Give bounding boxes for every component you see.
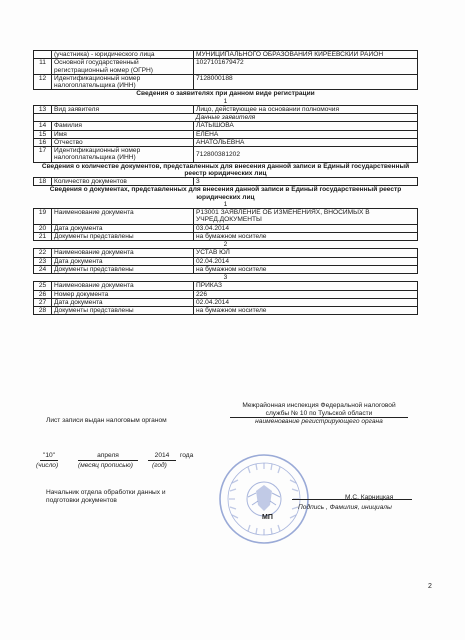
table-row: [34, 147, 418, 163]
row-number: 23: [34, 257, 52, 265]
table-row: [34, 298, 418, 306]
row-label: Документы представлены: [52, 232, 194, 240]
date-year-suffix: года: [180, 452, 194, 459]
row-label: Дата документа: [52, 298, 194, 306]
row-value: Р13001 ЗАЯВЛЕНИЕ ОБ ИЗМЕНЕНИЯХ, ВНОСИМЫХ В УЧРЕД.ДОКУМЕНТЫ: [194, 209, 418, 225]
row-value: 1027101679472: [194, 59, 418, 75]
table-row: [34, 290, 418, 298]
section-number: 2: [223, 241, 228, 248]
row-label: Дата документа: [52, 257, 194, 265]
row-value: на бумажном носителе: [194, 265, 418, 273]
row-number: 27: [34, 298, 52, 306]
year-caption: (год): [152, 462, 167, 469]
row-number: 26: [34, 290, 52, 298]
row-label: Вид заявителя: [52, 105, 194, 113]
row-number: 18: [34, 178, 52, 186]
signature-line: [292, 499, 412, 500]
date-year: 2014: [148, 452, 176, 461]
row-number: 11: [34, 59, 52, 75]
section-title: Сведения о документах, представленных для внесения данной записи в Единый государственный реестр юридических лиц: [49, 186, 402, 201]
row-value: 02.04.2014: [194, 298, 418, 306]
row-value: Лицо, действующее на основании полномочия: [194, 105, 418, 113]
row-number: 25: [34, 282, 52, 290]
row-value: ПРИКАЗ: [194, 282, 418, 290]
table-row: [34, 224, 418, 232]
row-number: 14: [34, 122, 52, 130]
issued-by-label: Лист записи выдан налоговым органом: [46, 417, 167, 424]
row-number: 22: [34, 249, 52, 257]
page-number: 2: [428, 583, 432, 590]
row-label: Основной государственный регистрационный номер (ОГРН): [52, 59, 194, 75]
section-number: 1: [223, 200, 228, 208]
row-label: Имя: [52, 130, 194, 138]
section-number-row: [34, 241, 418, 249]
row-value: ЛАТЫШОВА: [194, 122, 418, 130]
section-heading-row: [34, 162, 418, 178]
table-row: [34, 282, 418, 290]
table-row: [34, 74, 418, 90]
row-number: [34, 51, 52, 59]
row-number: 21: [34, 232, 52, 240]
section-title: Сведения о заявителях при данном виде регистрации: [136, 90, 315, 98]
table-row: [34, 130, 418, 138]
row-label: (участника) - юридического лица: [52, 51, 194, 59]
table-row: [34, 307, 418, 315]
row-number: 28: [34, 307, 52, 315]
table-row: [34, 249, 418, 257]
section-number-row: [34, 274, 418, 282]
row-label: Дата документа: [52, 224, 194, 232]
section-heading-row: [34, 186, 418, 201]
row-value: 02.04.2014: [194, 257, 418, 265]
row-number: 24: [34, 265, 52, 273]
table-row: [34, 178, 418, 186]
row-label: Наименование документа: [52, 282, 194, 290]
date-year-block: [148, 452, 176, 461]
section-title: Сведения о количестве документов, представленных для внесения данной записи в Единый государственный реестр юридических лиц: [41, 162, 410, 177]
section-number-row: [34, 98, 418, 106]
row-value: 7128000188: [194, 74, 418, 90]
row-value: 226: [194, 290, 418, 298]
date-month: апреля: [78, 452, 138, 461]
section-number: 1: [223, 97, 228, 105]
authority-block: [230, 402, 408, 426]
row-value: АНАТОЛЬЕВНА: [194, 138, 418, 146]
row-value: 712800381202: [194, 147, 418, 163]
row-number: 20: [34, 224, 52, 232]
section-number: 3: [223, 274, 228, 281]
row-label: Фамилия: [52, 122, 194, 130]
row-number: 15: [34, 130, 52, 138]
date-day-block: [40, 452, 58, 461]
date-month-block: [78, 452, 138, 461]
row-value: на бумажном носителе: [194, 307, 418, 315]
table-row: [34, 265, 418, 273]
table-row: [34, 257, 418, 265]
row-label: Отчество: [52, 138, 194, 146]
row-label: Документы представлены: [52, 307, 194, 315]
registration-table: [33, 50, 418, 315]
row-number: 16: [34, 138, 52, 146]
row-label: Документы представлены: [52, 265, 194, 273]
row-value: 03.04.2014: [194, 224, 418, 232]
row-value: на бумажном носителе: [194, 232, 418, 240]
row-label: Наименование документа: [52, 209, 194, 225]
section-heading-row: [34, 90, 418, 98]
row-number: 17: [34, 147, 52, 163]
table-row: [34, 59, 418, 75]
row-value: 3: [194, 178, 418, 186]
row-label: Наименование документа: [52, 249, 194, 257]
row-label: Идентификационный номер налогоплательщика (ИНН): [52, 147, 194, 163]
signer-name: М.С. Карницкая: [345, 494, 394, 501]
table-row: [34, 51, 418, 59]
section-number-row: [34, 201, 418, 209]
table-row: [34, 122, 418, 130]
table-row: [34, 209, 418, 225]
table-row: [34, 232, 418, 240]
row-value: УСТАВ ЮЛ: [194, 249, 418, 257]
authority-name: Межрайонная инспекция Федеральной налоговой службы № 10 по Тульской области: [230, 402, 408, 418]
row-label: Идентификационный номер налогоплательщика (ИНН): [52, 74, 194, 90]
table-row: [34, 105, 418, 113]
day-caption: (число): [36, 462, 59, 469]
table-row: [34, 138, 418, 146]
row-number: 13: [34, 105, 52, 113]
row-number: 19: [34, 209, 52, 225]
applicant-data-heading: Данные заявителя: [34, 114, 418, 122]
date-day: "10": [40, 452, 58, 461]
subheading-row: [34, 114, 418, 122]
row-number: 12: [34, 74, 52, 90]
position-title: Начальник отдела обработки данных и подготовки документов: [46, 489, 166, 504]
row-label: Количество документов: [52, 178, 194, 186]
row-label: Номер документа: [52, 290, 194, 298]
stamp-place-label: МП: [262, 514, 273, 521]
signature-caption: Подпись , Фамилия, инициалы: [298, 504, 392, 511]
month-caption: (месяц прописью): [78, 462, 133, 469]
row-value: МУНИЦИПАЛЬНОГО ОБРАЗОВАНИЯ КИРЕЕВСКИЙ РАЙОН: [194, 51, 418, 59]
authority-caption: наименование регистрирующего органа: [255, 418, 383, 426]
row-value: ЕЛЕНА: [194, 130, 418, 138]
